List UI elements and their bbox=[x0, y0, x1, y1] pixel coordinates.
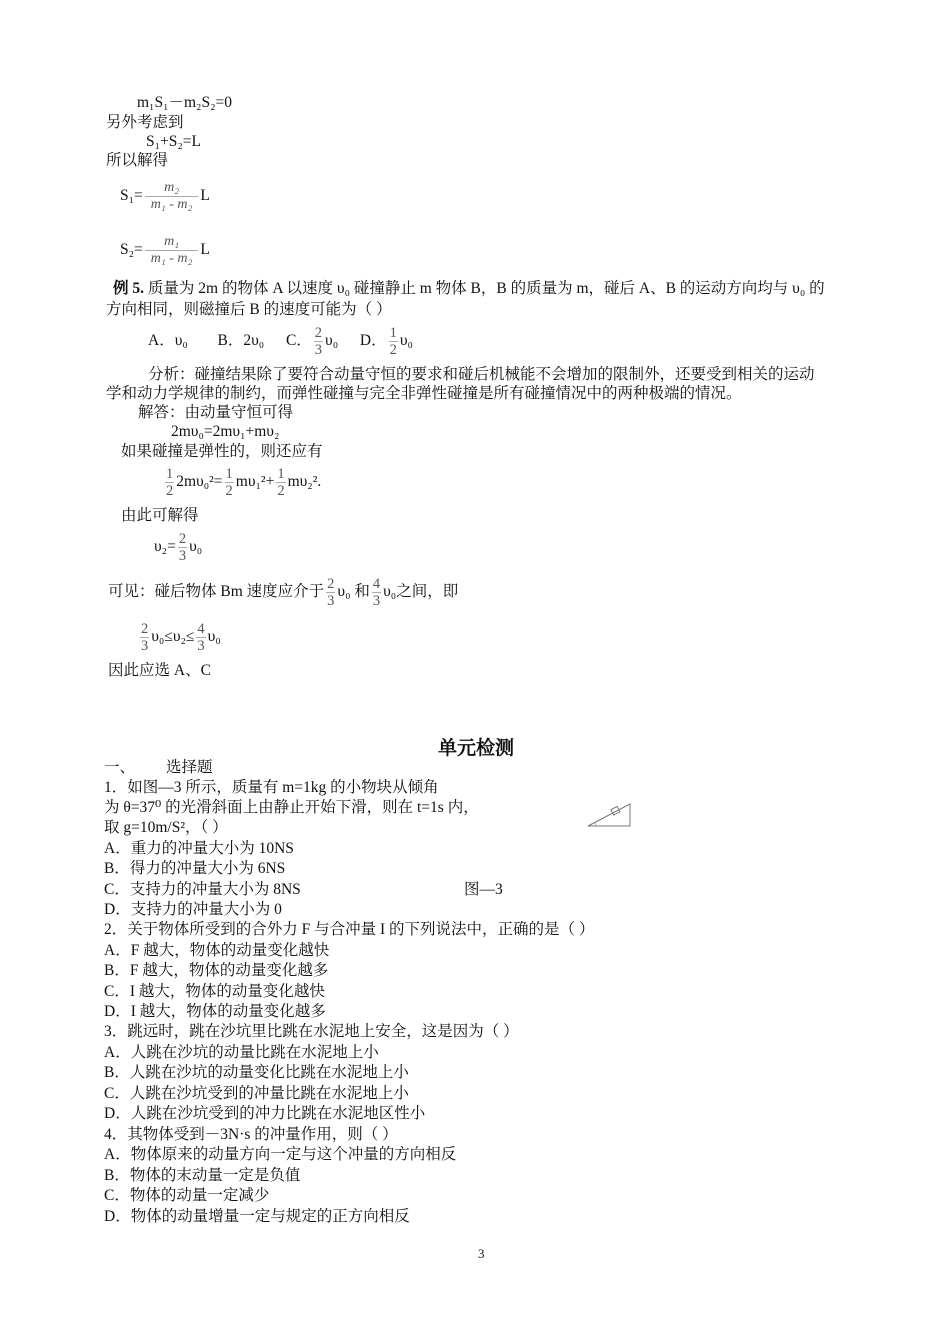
v2-num: 2 bbox=[178, 530, 187, 547]
range-post: υ₀之间，即 bbox=[383, 583, 459, 600]
q3-stem: 3．跳远时，跳在沙坑里比跳在水泥地上安全，这是因为（ ） bbox=[104, 1023, 519, 1040]
q1-option-b: B．得力的冲量大小为 6NS bbox=[104, 860, 286, 877]
ineq-frac-high bbox=[196, 621, 205, 654]
q1-line1: 1．如图—3 所示，质量有 m=1kg 的小物块从倾角 bbox=[104, 779, 439, 796]
low-den: 3 bbox=[327, 592, 335, 609]
equation-s1 bbox=[120, 176, 210, 216]
half-num: 1 bbox=[166, 465, 174, 482]
option-b: B．2υ₀ bbox=[217, 332, 265, 349]
text-solve: 由此可解得 bbox=[121, 507, 199, 524]
q3-option-b: B．人跳在沙坑的动量变化比跳在水泥地上小 bbox=[104, 1064, 409, 1081]
ineq-high-den: 3 bbox=[197, 637, 205, 654]
equation-momentum: 2mυ₀=2mυ₁+mυ₂ bbox=[171, 423, 280, 440]
q4-option-b: B．物体的末动量一定是负值 bbox=[104, 1167, 301, 1184]
q2-option-c: C．I 越大，物体的动量变化越快 bbox=[104, 983, 325, 1000]
high-num: 4 bbox=[372, 575, 381, 592]
q1-line3: 取 g=10m/S²，（ ） bbox=[104, 819, 228, 836]
s2-lhs: S₂= bbox=[120, 241, 143, 258]
analysis-line2: 学和动力学规律的制约，而弹性碰撞与完全非弹性碰撞是所有碰撞情况中的两种极端的情况。 bbox=[106, 385, 742, 402]
ineq-frac-low bbox=[140, 621, 149, 654]
example5-label: 例 5. bbox=[113, 280, 145, 297]
equation-v2 bbox=[154, 527, 202, 567]
option-c-fraction bbox=[314, 325, 323, 358]
half-num: 1 bbox=[277, 465, 285, 482]
half-den: 2 bbox=[166, 482, 174, 499]
s2-denominator: m₁ - m₂ bbox=[150, 250, 193, 266]
range-statement bbox=[108, 572, 458, 612]
q4-option-d: D．物体的动量增量一定与规定的正方向相反 bbox=[104, 1208, 410, 1225]
s1-lhs: S₁= bbox=[120, 187, 143, 204]
analysis-line1: 分析：碰撞结果除了要符合动量守恒的要求和碰后机械能不会增加的限制外，还要受到相关的运动 bbox=[148, 366, 815, 383]
ineq-low-num: 2 bbox=[141, 620, 149, 637]
example5-line1 bbox=[113, 279, 825, 299]
q2-option-d: D．I 越大，物体的动量变化越多 bbox=[104, 1003, 326, 1020]
option-c-den: 3 bbox=[314, 341, 323, 358]
range-frac-low bbox=[326, 576, 335, 609]
energy-term1: 2mυ₀²= bbox=[176, 473, 223, 490]
q4-stem: 4．其物体受到－3N·s 的冲量作用，则（ ） bbox=[104, 1126, 398, 1143]
q2-stem: 2．关于物体所受到的合外力 F 与合冲量 I 的下列说法中，正确的是（ ） bbox=[104, 921, 595, 938]
low-num: 2 bbox=[327, 575, 335, 592]
q4-option-a: A．物体原来的动量方向一定与这个冲量的方向相反 bbox=[104, 1146, 457, 1163]
half-den: 2 bbox=[225, 482, 233, 499]
q3-option-a: A．人跳在沙坑的动量比跳在水泥地上小 bbox=[104, 1044, 379, 1061]
option-d-tail: υ₀ bbox=[399, 332, 413, 349]
incline-figure-icon bbox=[586, 796, 632, 828]
q3-option-c: C．人跳在沙坑受到的冲量比跳在水泥地上小 bbox=[104, 1085, 409, 1102]
q1-option-a: A．重力的冲量大小为 10NS bbox=[104, 840, 294, 857]
s2-fraction bbox=[145, 234, 199, 267]
option-c-num: 2 bbox=[314, 324, 323, 341]
s1-fraction bbox=[145, 180, 199, 213]
text-also-consider: 另外考虑到 bbox=[106, 114, 184, 131]
s1-denominator: m₁ - m₂ bbox=[150, 196, 193, 212]
q1-option-d: D．支持力的冲量大小为 0 bbox=[104, 901, 282, 918]
energy-term2: mυ₁²+ bbox=[235, 473, 275, 490]
text-if-elastic: 如果碰撞是弹性的，则还应有 bbox=[121, 443, 323, 460]
option-d-fraction bbox=[389, 325, 398, 358]
equation-momentum-balance: m₁S₁－m₂S₂=0 bbox=[137, 94, 232, 111]
option-d bbox=[359, 324, 413, 358]
option-c bbox=[285, 324, 339, 358]
option-d-den: 2 bbox=[389, 341, 397, 358]
v2-tail: υ₀ bbox=[189, 538, 203, 555]
equation-s2 bbox=[120, 230, 210, 270]
s2-rhs: L bbox=[200, 241, 210, 258]
ineq-high-num: 4 bbox=[197, 620, 205, 637]
q1-option-c: C．支持力的冲量大小为 8NS bbox=[104, 881, 301, 898]
high-den: 3 bbox=[372, 592, 381, 609]
figure-label: 图—3 bbox=[464, 881, 503, 898]
q4-option-c: C．物体的动量一定减少 bbox=[104, 1187, 270, 1204]
q3-option-d: D．人跳在沙坑受到的冲力比跳在水泥地区性小 bbox=[104, 1105, 426, 1122]
ineq-tail: υ₀ bbox=[207, 628, 221, 645]
half-num: 1 bbox=[225, 465, 233, 482]
option-c-label: C． bbox=[285, 332, 312, 349]
q2-option-b: B．F 越大，物体的动量变化越多 bbox=[104, 962, 329, 979]
ineq-low-den: 3 bbox=[141, 637, 149, 654]
range-frac-high bbox=[372, 576, 381, 609]
option-a: A．υ₀ bbox=[148, 332, 188, 349]
example5-options bbox=[148, 321, 413, 361]
equation-sum-length: S₁+S₂=L bbox=[146, 133, 201, 150]
text-so-solve: 所以解得 bbox=[106, 152, 169, 169]
page-number: 3 bbox=[478, 1246, 485, 1261]
example5-text1: 质量为 2m 的物体 A 以速度 υ₀ 碰撞静止 m 物体 B，B 的质量为 m，碰后 A、B 的运动方向均与 υ₀ 的 bbox=[147, 280, 825, 297]
section-heading: 一、 选择题 bbox=[104, 759, 213, 776]
energy-term3: mυ₂². bbox=[287, 473, 322, 490]
energy-half-1 bbox=[165, 466, 174, 499]
section-title: 单元检测 bbox=[438, 737, 515, 759]
s1-rhs: L bbox=[200, 187, 210, 204]
option-d-num: 1 bbox=[389, 324, 397, 341]
s1-numerator: m₂ bbox=[145, 180, 199, 197]
q2-option-a: A．F 越大，物体的动量变化越快 bbox=[104, 942, 330, 959]
s2-numerator: m₁ bbox=[145, 234, 199, 251]
conclusion: 因此应选 A、C bbox=[108, 662, 211, 679]
answer-intro: 解答：由动量守恒可得 bbox=[138, 404, 294, 421]
range-mid: υ₀ 和 bbox=[337, 583, 370, 600]
option-c-tail: υ₀ bbox=[325, 332, 339, 349]
v2-fraction bbox=[178, 531, 187, 564]
range-pre: 可见：碰后物体 Bm 速度应介于 bbox=[108, 583, 325, 600]
option-d-label: D． bbox=[359, 332, 387, 349]
energy-half-2 bbox=[225, 466, 234, 499]
v2-lhs: υ₂= bbox=[154, 538, 176, 555]
half-den: 2 bbox=[277, 482, 285, 499]
equation-energy bbox=[163, 462, 321, 502]
q1-line2: 为 θ=37⁰ 的光滑斜面上由静止开始下滑，则在 t=1s 内， bbox=[104, 799, 479, 816]
ineq-mid: υ₀≤υ₂≤ bbox=[151, 628, 195, 645]
v2-den: 3 bbox=[178, 547, 187, 564]
inequality bbox=[138, 617, 221, 657]
energy-half-3 bbox=[276, 466, 285, 499]
example5-line2: 方向相同，则磁撞后 B 的速度可能为（ ） bbox=[106, 301, 392, 318]
